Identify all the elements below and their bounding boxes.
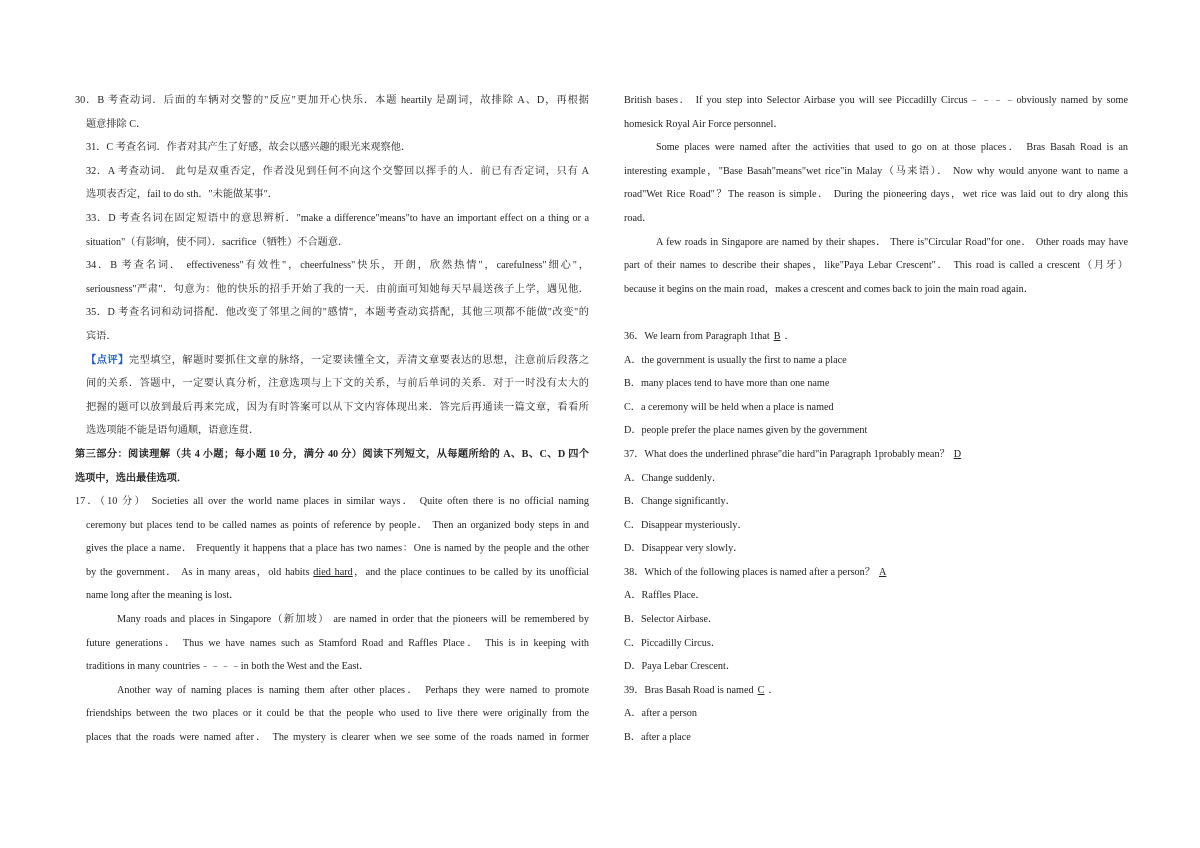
answer-30-line1: 30．B 考查动词．后面的车辆对交警的"反应"更加开心快乐．本题 heartily 是副词，故排除 A、D，再根据 bbox=[75, 95, 589, 106]
option-item: D．Disappear very slowly． bbox=[624, 543, 744, 555]
answer-34-line2: seriousness"严肃"．句意为：他的快乐的招手开始了我的一天．由前面可知她每天早晨送孩子上学，遇见他． bbox=[86, 283, 589, 295]
answer-blank: A bbox=[878, 566, 887, 578]
passage-p1-line3: gives the place a name． Frequently it happens that a place has two names：One is named by the people and the other bbox=[86, 543, 589, 555]
option-item: B．Change significantly． bbox=[624, 496, 736, 508]
comment-text: 完型填空，解题时要抓住文章的脉络，一定要读懂全文，弄清文章要表达的思想，注意前后段落之 bbox=[128, 354, 590, 366]
option-item: A．after a person bbox=[624, 708, 697, 720]
question-text: 38．Which of the following places is named after a person？ bbox=[624, 566, 875, 578]
answer-blank: D bbox=[953, 448, 962, 460]
option-item: C．Piccadilly Circus． bbox=[624, 637, 722, 649]
comment-line2: 间的关系．答题中，一定要认真分析，注意选项与上下文的关系，与前后单词的关系．对于一时没有太大的 bbox=[86, 378, 589, 390]
question-39-stem bbox=[624, 679, 1128, 703]
answer-35-line2: 宾语． bbox=[86, 330, 117, 342]
right-column bbox=[624, 89, 1128, 750]
answer-32-line1: 32．A 考查动词． 此句是双重否定，作者没见到任何不向这个交警回以挥手的人．前已有否定词，只有 A bbox=[86, 165, 589, 177]
question-text: 39．Bras Basah Road is named bbox=[624, 684, 754, 696]
answer-blank: B bbox=[773, 330, 781, 342]
answer-33-line1: 33．D 考查名词在固定短语中的意思辨析．"make a difference"means"to have an important effect on a thing or a bbox=[86, 212, 589, 224]
option-item: A．Raffles Place． bbox=[624, 590, 706, 602]
option-item: B．after a place bbox=[624, 732, 691, 744]
passage-p1-text: Societies all over the world name places in similar ways． Quite often there is no official naming bbox=[146, 496, 589, 508]
option-item: A．the government is usually the first to name a place bbox=[624, 354, 847, 366]
passage-p2-line3: traditions in many countries﹣﹣﹣﹣in both the West and the East． bbox=[86, 661, 370, 673]
answer-32-line2: 选项表否定，fail to do sth．"未能做某事"． bbox=[86, 189, 278, 201]
option-item: C．a ceremony will be held when a place is named bbox=[624, 401, 834, 413]
question-text: 36．We learn from Paragraph 1that bbox=[624, 330, 770, 342]
passage-p3-line3: places that the roads were named after． The mystery is clearer when we see some of the roads named in former bbox=[86, 732, 589, 744]
comment-line1 bbox=[75, 349, 589, 373]
answer-35-line1: 35．D 考查名词和动词搭配．他改变了邻里之间的"感情"，本题考查动宾搭配，其他三项都不能做"改变"的 bbox=[86, 307, 589, 319]
part3-heading-line1: 第三部分：阅读理解（共 4 小题；每小题 10 分，满分 40 分）阅读下列短文，从每题所给的 A、B、C、D 四个 bbox=[75, 448, 589, 460]
answer-31: 31．C 考查名词．作者对其产生了好感，故会以感兴趣的眼光来观察他． bbox=[86, 142, 412, 154]
question-38-stem bbox=[624, 561, 1128, 585]
answer-30-line2: 题意排除 C． bbox=[86, 118, 147, 130]
passage-p4-line3: road"Wet Rice Road"？The reason is simple． During the pioneering days，wet rice was laid out to dry along this bbox=[624, 189, 1128, 201]
passage-p4-line4: road． bbox=[624, 212, 653, 224]
passage-p1-line5: name long after the meaning is lost． bbox=[86, 590, 240, 602]
passage-p3-line1: Another way of naming places is naming them after other places． Perhaps they were named to promote bbox=[117, 684, 589, 696]
passage-p1-line4 bbox=[75, 561, 589, 585]
passage-p2-line2: future generations． Thus we have names such as Stamford Road and Raffles Place． This is in keeping with bbox=[86, 637, 589, 649]
underlined-phrase: died hard bbox=[313, 566, 353, 578]
question-end: ． bbox=[768, 684, 779, 696]
passage-p2-line1: Many roads and places in Singapore（新加坡） are named in order that the pioneers will be remembered by bbox=[117, 614, 589, 626]
answer-blank: C bbox=[757, 684, 765, 696]
passage-p5-line1: A few roads in Singapore are named by their shapes． There is"Circular Road"for one． Other roads may have bbox=[656, 236, 1128, 248]
option-item: D．Paya Lebar Crescent． bbox=[624, 661, 737, 673]
question-number-17: 17．（10 分） bbox=[75, 496, 147, 508]
left-column bbox=[75, 89, 589, 750]
answer-34-line1: 34．B 考查名词． effectiveness"有效性"，cheerfulness"快乐，开朗，欣然热情"，carefulness"细心"， bbox=[86, 260, 589, 272]
question-end: ． bbox=[784, 330, 795, 342]
option-item: D．people prefer the place names given by the government bbox=[624, 425, 868, 437]
passage-p1-line1 bbox=[75, 490, 589, 514]
passage-text: by the government． As in many areas，old habits bbox=[86, 566, 314, 578]
option-item: C．Disappear mysteriously． bbox=[624, 519, 748, 531]
passage-p3-line4: British bases． If you step into Selector Airbase you will see Piccadilly Circus﹣﹣﹣﹣obviously named by some bbox=[624, 95, 1128, 106]
passage-p3-line2: friendships between the two places or it could be that the people who used to live there were originally from the bbox=[86, 708, 589, 720]
comment-line4: 选选项能不能是语句通顺，语意连贯． bbox=[86, 425, 260, 437]
passage-p5-line3: because it begins on the main road，makes a crescent and comes back to join the main road again． bbox=[624, 283, 1034, 295]
question-text: 37．What does the underlined phrase"die hard"in Paragraph 1probably mean？ bbox=[624, 448, 950, 460]
passage-p4-line1: Some places were named after the activities that used to go on at those places． Bras Basah Road is an bbox=[656, 142, 1128, 154]
option-item: B．Selector Airbase． bbox=[624, 614, 719, 626]
part3-heading-line2: 选项中，选出最佳选项． bbox=[75, 472, 188, 484]
option-item: A．Change suddenly． bbox=[624, 472, 723, 484]
comment-tag: 【点评】 bbox=[86, 354, 129, 366]
passage-text: ，and the place continues to be called by its unofficial bbox=[352, 566, 589, 578]
comment-line3: 把握的题可以放到最后再来完成，因为有时答案可以从下文内容体现出来．答完后再通读一篇文章，看看所 bbox=[86, 401, 589, 413]
passage-p5-line2: part of their names to describe their shapes，like"Paya Lebar Crescent"． This road is called a crescent（月牙） bbox=[624, 260, 1128, 272]
answer-33-line2: situation"（有影响，使不同）．sacrifice（牺牲）不合题意． bbox=[86, 236, 349, 248]
spacer bbox=[624, 301, 1128, 325]
question-36-stem bbox=[624, 325, 1128, 349]
question-37-stem bbox=[624, 443, 1128, 467]
passage-p3-line5: homesick Royal Air Force personnel． bbox=[624, 118, 784, 130]
option-item: B．many places tend to have more than one name bbox=[624, 378, 830, 390]
passage-p4-line2: interesting example，"Base Basah"means"wet rice"in Malay（马来语）． Now why would anyone want to name a bbox=[624, 165, 1128, 177]
passage-p1-line2: ceremony but places tend to be called names as points of reference by people． Then an organized body steps in and bbox=[86, 519, 589, 531]
